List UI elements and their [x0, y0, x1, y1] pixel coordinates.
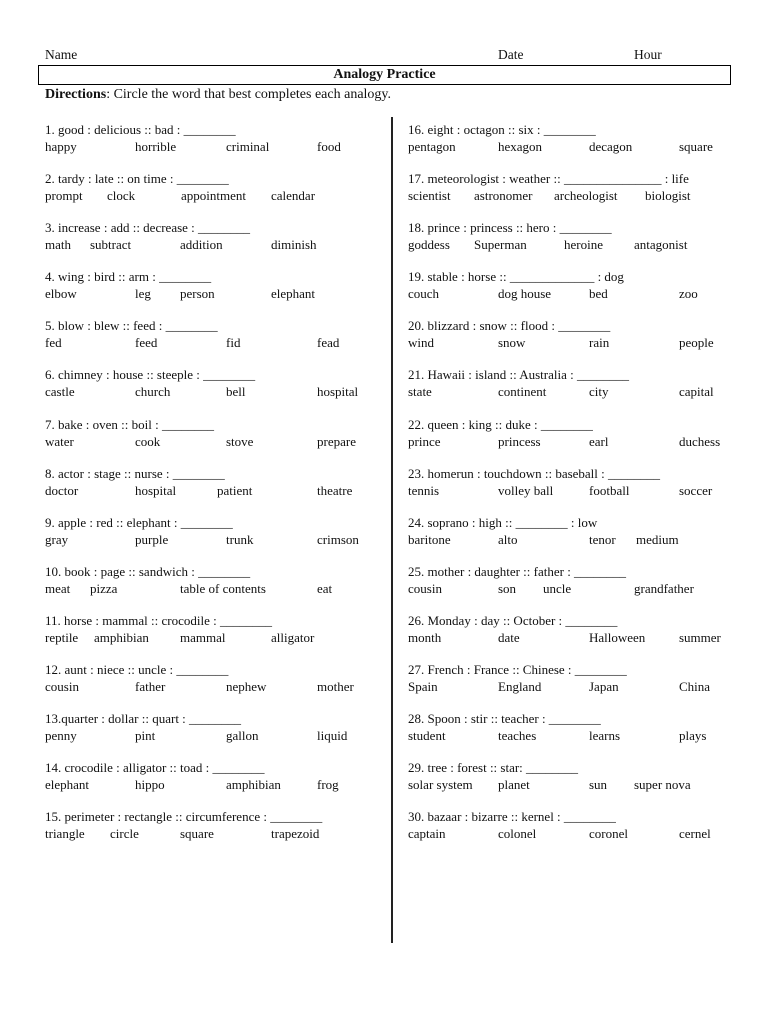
analogy-item	[408, 564, 738, 613]
answer-choice[interactable]: tenor	[589, 531, 616, 547]
directions-label: Directions	[45, 87, 107, 102]
answer-choice[interactable]: people	[679, 335, 714, 351]
answer-choice[interactable]: mammal	[180, 629, 226, 645]
answer-choice[interactable]: archeologist	[554, 188, 618, 204]
answer-choice[interactable]: antagonist	[634, 237, 688, 253]
column-divider	[391, 117, 393, 943]
answer-choice[interactable]: water	[45, 433, 74, 449]
directions	[45, 87, 391, 103]
analogy-item	[408, 760, 738, 809]
answer-choice[interactable]: horrible	[135, 139, 177, 154]
answer-choice[interactable]: reptile	[45, 629, 79, 645]
answer-choice[interactable]: pentagon	[408, 139, 456, 154]
analogy-question: 27. French : France :: Chinese : ________	[408, 662, 627, 678]
answer-choice[interactable]: diminish	[271, 237, 317, 253]
answer-choice[interactable]: mother	[317, 679, 354, 695]
analogy-question: 16. eight : octagon :: six : ________	[408, 122, 596, 137]
analogy-item	[45, 318, 380, 367]
name-label: Name	[45, 47, 78, 62]
answer-choice[interactable]: subtract	[90, 237, 132, 253]
analogy-item	[45, 711, 380, 760]
answer-choice[interactable]: pint	[135, 728, 156, 744]
answer-choice[interactable]: volley ball	[498, 482, 554, 498]
answer-choice[interactable]: cousin	[408, 580, 442, 596]
answer-choice[interactable]: earl	[589, 433, 609, 449]
answer-choice[interactable]: liquid	[317, 728, 348, 744]
answer-choice[interactable]: square	[679, 139, 713, 154]
answer-choice[interactable]: decagon	[589, 139, 633, 154]
answer-choice[interactable]: planet	[498, 777, 530, 793]
answer-choice[interactable]: baritone	[408, 531, 451, 547]
answer-choice[interactable]: nephew	[226, 679, 267, 695]
analogy-question: 10. book : page :: sandwich : ________	[45, 563, 251, 579]
analogy-question: 4. wing : bird :: arm : ________	[45, 269, 212, 285]
answer-choice[interactable]: captain	[408, 826, 446, 842]
answer-choice[interactable]: amphibian	[94, 629, 149, 645]
analogy-question: 23. homerun : touchdown :: baseball : ________	[408, 465, 661, 481]
answer-choice[interactable]: elephant	[271, 286, 316, 302]
analogy-item	[408, 269, 738, 318]
analogy-item	[408, 466, 738, 515]
analogy-item	[45, 564, 380, 613]
analogy-question: 3. increase : add :: decrease : ________	[45, 220, 251, 236]
answer-choice[interactable]: food	[317, 139, 341, 154]
answer-choice[interactable]: castle	[45, 384, 75, 400]
answer-choice[interactable]: Superman	[474, 237, 527, 253]
answer-choice[interactable]: appointment	[181, 188, 246, 204]
answer-choice[interactable]: crimson	[317, 531, 359, 547]
answer-choice[interactable]: wind	[408, 335, 434, 351]
answer-choice[interactable]: stove	[226, 433, 254, 449]
answer-choice[interactable]: trunk	[226, 531, 254, 547]
date-label: Date	[498, 47, 524, 62]
analogy-question: 11. horse : mammal :: crocodile : ________	[45, 612, 272, 628]
answer-choice[interactable]: elephant	[45, 777, 90, 793]
analogy-item	[408, 515, 738, 564]
analogy-item	[408, 809, 738, 858]
answer-choice[interactable]: fid	[226, 335, 241, 351]
answer-choice[interactable]: fed	[45, 335, 62, 351]
answer-choice[interactable]: amphibian	[226, 777, 281, 793]
analogy-question: 6. chimney : house :: steeple : ________	[45, 367, 256, 383]
answer-choice[interactable]: church	[135, 384, 171, 400]
answer-choice[interactable]: hexagon	[498, 139, 543, 154]
answer-choice[interactable]: date	[498, 629, 520, 645]
left-column	[45, 122, 380, 858]
answer-choice[interactable]: father	[135, 679, 166, 695]
analogy-question: 14. crocodile : alligator :: toad : ________	[45, 760, 265, 776]
answer-choice[interactable]: purple	[135, 531, 169, 547]
answer-choice[interactable]: duchess	[679, 433, 721, 449]
analogy-question: 12. aunt : niece :: uncle : ________	[45, 662, 229, 678]
answer-choice[interactable]: prince	[408, 433, 441, 449]
analogy-question: 26. Monday : day :: October : ________	[408, 612, 618, 628]
analogy-item	[45, 662, 380, 711]
answer-choice[interactable]: learns	[589, 728, 621, 744]
analogy-item	[45, 417, 380, 466]
answer-choice[interactable]: scientist	[408, 188, 451, 204]
answer-choice[interactable]: math	[45, 237, 71, 253]
analogy-question: 21. Hawaii : island :: Australia : ________	[408, 367, 629, 383]
analogy-item	[45, 613, 380, 662]
answer-choice[interactable]: alligator	[271, 629, 315, 645]
analogy-item	[408, 662, 738, 711]
analogy-item	[408, 122, 738, 171]
answer-choice[interactable]: biologist	[645, 188, 691, 204]
analogy-item	[45, 466, 380, 515]
analogy-question: 18. prince : princess :: hero : ________	[408, 220, 612, 236]
analogy-question: 15. perimeter : rectangle :: circumference : ________	[45, 809, 323, 825]
answer-choice[interactable]: zoo	[679, 286, 698, 302]
answer-choice[interactable]: Japan	[589, 679, 619, 695]
answer-choice[interactable]: son	[498, 580, 517, 596]
answer-choice[interactable]: bed	[589, 286, 608, 302]
answer-choice[interactable]: grandfather	[634, 580, 694, 596]
answer-choice[interactable]: criminal	[226, 139, 270, 154]
answer-choice[interactable]: dog house	[498, 286, 552, 302]
analogy-item	[45, 760, 380, 809]
analogy-question: 1. good : delicious :: bad : ________	[45, 122, 236, 137]
answer-choice[interactable]: prompt	[45, 188, 83, 204]
answer-choice[interactable]: rain	[589, 335, 610, 351]
answer-choice[interactable]: month	[408, 629, 442, 645]
answer-choice[interactable]: China	[679, 679, 711, 695]
answer-choice[interactable]: addition	[180, 237, 223, 253]
analogy-item	[408, 613, 738, 662]
analogy-question: 19. stable : horse :: _____________ : dog	[408, 269, 624, 285]
analogy-question: 28. Spoon : stir :: teacher : ________	[408, 711, 601, 727]
analogy-item	[45, 367, 380, 416]
answer-choice[interactable]: feed	[135, 335, 158, 351]
answer-choice[interactable]: bell	[226, 384, 246, 400]
answer-choice[interactable]: super nova	[634, 777, 691, 793]
answer-choice[interactable]: triangle	[45, 826, 85, 842]
answer-choice[interactable]: heroine	[564, 237, 603, 253]
answer-choice[interactable]: elbow	[45, 286, 77, 302]
answer-choice[interactable]: state	[408, 384, 432, 400]
answer-choice[interactable]: soccer	[679, 482, 713, 498]
answer-choice[interactable]: snow	[498, 335, 526, 351]
answer-choice[interactable]: colonel	[498, 826, 537, 842]
answer-choice[interactable]: student	[408, 728, 446, 744]
answer-choice[interactable]: happy	[45, 139, 77, 154]
analogy-item	[45, 809, 380, 858]
answer-choice[interactable]: hippo	[135, 777, 165, 793]
answer-choice[interactable]: football	[589, 482, 630, 498]
analogy-question: 5. blow : blew :: feed : ________	[45, 318, 218, 334]
analogy-item	[45, 122, 380, 171]
answer-choice[interactable]: trapezoid	[271, 826, 320, 842]
analogy-question: 8. actor : stage :: nurse : ________	[45, 465, 225, 481]
analogy-item	[408, 171, 738, 220]
analogy-question: 9. apple : red :: elephant : ________	[45, 514, 233, 530]
answer-choice[interactable]: uncle	[543, 580, 572, 596]
answer-choice[interactable]: eat	[317, 580, 333, 596]
answer-choice[interactable]: England	[498, 679, 542, 695]
answer-choice[interactable]: gray	[45, 531, 69, 547]
analogy-question: 29. tree : forest :: star: ________	[408, 760, 579, 776]
answer-choice[interactable]: solar system	[408, 777, 473, 793]
answer-choice[interactable]: alto	[498, 531, 518, 547]
answer-choice[interactable]: pizza	[90, 580, 118, 596]
answer-choice[interactable]: tennis	[408, 482, 440, 498]
answer-choice[interactable]: frog	[317, 777, 339, 793]
analogy-question: 17. meteorologist : weather :: _______________ : life	[408, 171, 689, 187]
answer-choice[interactable]: coronel	[589, 826, 628, 842]
analogy-question: 13.quarter : dollar :: quart : ________	[45, 711, 242, 727]
analogy-item	[45, 171, 380, 220]
hour-label: Hour	[634, 47, 662, 62]
answer-choice[interactable]: hospital	[317, 384, 359, 400]
answer-choice[interactable]: meat	[45, 580, 71, 596]
answer-choice[interactable]: medium	[636, 531, 679, 547]
analogy-question: 22. queen : king :: duke : ________	[408, 416, 593, 432]
answer-choice[interactable]: doctor	[45, 482, 79, 498]
answer-choice[interactable]: fead	[317, 335, 340, 351]
answer-choice[interactable]: plays	[679, 728, 707, 744]
answer-choice[interactable]: square	[180, 826, 214, 842]
answer-choice[interactable]: goddess	[408, 237, 450, 253]
answer-choice[interactable]: summer	[679, 629, 721, 645]
answer-choice[interactable]: capital	[679, 384, 714, 400]
analogy-item	[45, 269, 380, 318]
answer-choice[interactable]: Halloween	[589, 629, 646, 645]
answer-choice[interactable]: calendar	[271, 188, 316, 204]
answer-choice[interactable]: patient	[217, 482, 253, 498]
analogy-item	[45, 515, 380, 564]
answer-choice[interactable]: cook	[135, 433, 161, 449]
analogy-item	[408, 220, 738, 269]
analogy-item	[408, 367, 738, 416]
answer-choice[interactable]: prepare	[317, 433, 356, 449]
answer-choice[interactable]: sun	[589, 777, 608, 793]
analogy-item	[45, 220, 380, 269]
answer-choice[interactable]: couch	[408, 286, 440, 302]
analogy-item	[408, 711, 738, 760]
answer-choice[interactable]: circle	[110, 826, 139, 842]
analogy-question: 25. mother : daughter :: father : ________	[408, 563, 627, 579]
answer-choice[interactable]: table of contents	[180, 580, 266, 596]
answer-choice[interactable]: theatre	[317, 482, 353, 498]
answer-choice[interactable]: Spain	[408, 679, 438, 695]
analogy-question: 30. bazaar : bizarre :: kernel : ________	[408, 809, 616, 825]
answer-choice[interactable]: person	[180, 286, 215, 302]
answer-choice[interactable]: continent	[498, 384, 547, 400]
analogy-question: 2. tardy : late :: on time : ________	[45, 171, 229, 187]
analogy-item	[408, 318, 738, 367]
right-column	[408, 122, 738, 858]
answer-choice[interactable]: leg	[135, 286, 151, 302]
directions-text: : Circle the word that best completes each analogy.	[106, 87, 392, 102]
answer-choice[interactable]: cernel	[679, 826, 711, 842]
answer-choice[interactable]: penny	[45, 728, 77, 744]
answer-choice[interactable]: hospital	[135, 482, 177, 498]
analogy-item	[408, 417, 738, 466]
answer-choice[interactable]: clock	[107, 188, 136, 204]
answer-choice[interactable]: city	[589, 384, 609, 400]
analogy-question: 20. blizzard : snow :: flood : ________	[408, 318, 611, 334]
analogy-question: 7. bake : oven :: boil : ________	[45, 416, 214, 432]
answer-choice[interactable]: cousin	[45, 679, 79, 695]
answer-choice[interactable]: gallon	[226, 728, 259, 744]
answer-choice[interactable]: teaches	[498, 728, 537, 744]
answer-choice[interactable]: astronomer	[474, 188, 533, 204]
analogy-question: 24. soprano : high :: ________ : low	[408, 514, 598, 530]
answer-choice[interactable]: princess	[498, 433, 541, 449]
page-title: Analogy Practice	[38, 65, 731, 85]
